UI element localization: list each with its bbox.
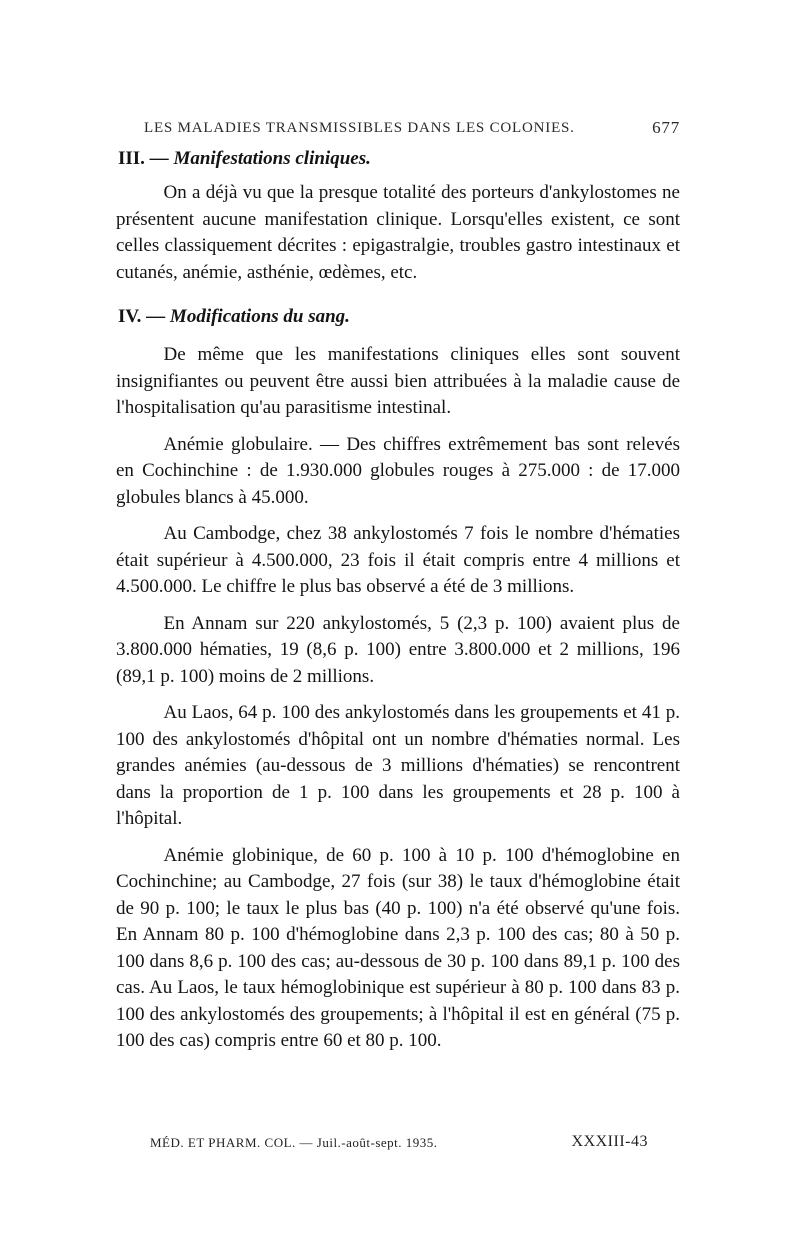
- running-head: [116, 116, 680, 142]
- section-heading-sang: [118, 306, 680, 328]
- section-number: IV. —: [118, 306, 170, 327]
- paragraph: De même que les manifestations cliniques elles sont souvent insignifiantes ou peuvent être aussi bien attribuées à la maladie cause de l'hospitalisation qu'au parasitisme intestinal.: [116, 344, 680, 418]
- section-heading-manifestations: [118, 148, 680, 170]
- section-title: Modifications du sang.: [169, 306, 350, 327]
- section-title: Manifestations cliniques.: [173, 148, 371, 169]
- section-number: III. —: [118, 148, 174, 169]
- footer-citation: MÉD. ET PHARM. COL. — Juil.-août-sept. 1935.: [150, 1135, 438, 1150]
- running-head-title: LES MALADIES TRANSMISSIBLES DANS LES COLONIES.: [144, 120, 575, 136]
- page-number: 677: [652, 118, 680, 137]
- page-footer: [150, 1133, 648, 1157]
- paragraph: Au Laos, 64 p. 100 des ankylostomés dans les groupements et 41 p. 100 des ankylostomés d'hôpital ont un nombre d'hématies normal. Les grandes anémies (au-dessous de 3 millions d'hématies) se rencontrent dans la proportion de 1 p. 100 dans les groupements et 28 p. 100 à l'hôpital.: [116, 702, 680, 829]
- paragraph: Au Cambodge, chez 38 ankylostomés 7 fois le nombre d'hématies était supérieur à 4.500.000, 23 fois il était compris entre 4 millions et 4.500.000. Le chiffre le plus bas observé a été de 3 millions.: [116, 523, 680, 597]
- page: [116, 116, 680, 1055]
- footer-signature: XXXIII-43: [571, 1133, 648, 1150]
- paragraph: En Annam sur 220 ankylostomés, 5 (2,3 p. 100) avaient plus de 3.800.000 hématies, 19 (8,6 p. 100) entre 3.800.000 et 2 millions, 196 (89,1 p. 100) moins de 2 millions.: [116, 612, 680, 687]
- paragraph: Anémie globulaire. — Des chiffres extrêmement bas sont relevés en Cochinchine : de 1.930.000 globules rouges à 275.000 : de 17.000 globules blancs à 45.000.: [116, 433, 680, 508]
- paragraph: Anémie globinique, de 60 p. 100 à 10 p. 100 d'hémoglobine en Cochinchine; au Cambodge, 27 fois (sur 38) le taux d'hémoglobine était de 90 p. 100; le taux le plus bas (40 p. 100) n'a été observé qu'une fois. En Annam 80 p. 100 d'hémoglobine dans 2,3 p. 100 des cas; 80 à 50 p. 100 dans 8,6 p. 100 des cas; au-dessous de 30 p. 100 dans 89,1 p. 100 des cas. Au Laos, le taux hémoglobinique est supérieur à 80 p. 100 dans 83 p. 100 des ankylostomés des groupements; à l'hôpital il est en général (75 p. 100 des cas) compris entre 60 et 80 p. 100.: [116, 844, 680, 1051]
- paragraph: On a déjà vu que la presque totalité des porteurs d'ankylostomes ne présentent aucune manifestation clinique. Lorsqu'elles existent, ce sont celles classiquement décrites : epigastralgie, troubles gastro intestinaux et cutanés, anémie, asthénie, œdèmes, etc.: [116, 182, 680, 283]
